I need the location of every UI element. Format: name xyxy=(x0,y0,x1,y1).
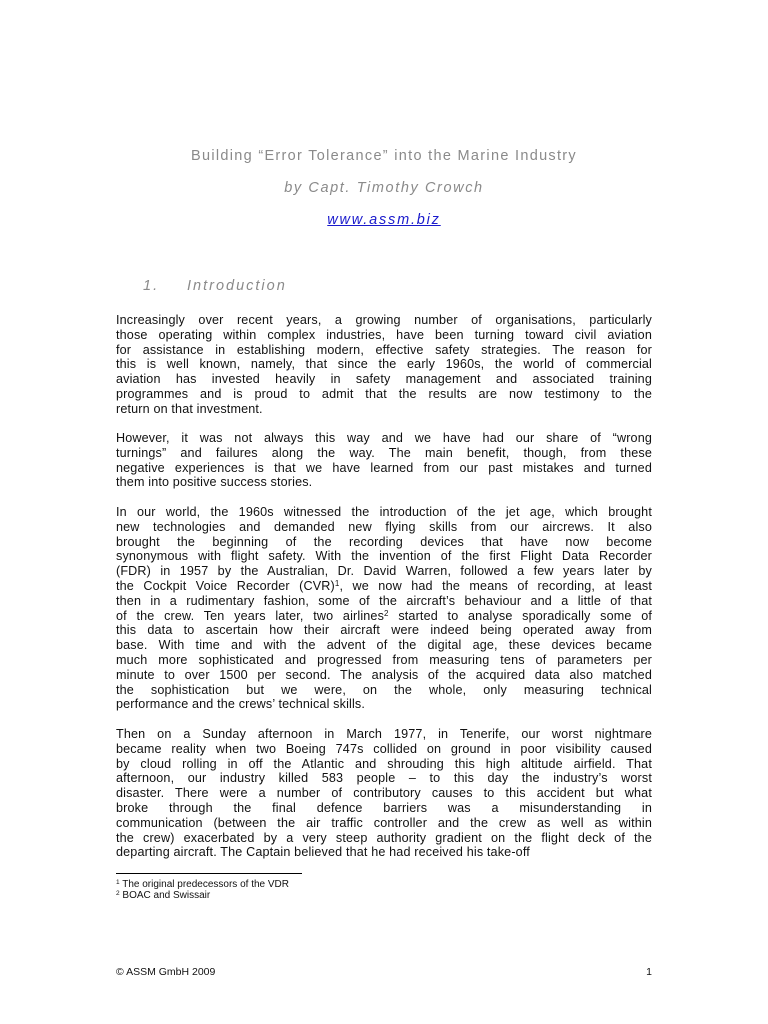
text-line: then in a rudimentary fashion, some of the aircraft’s behaviour and a little of that xyxy=(116,593,652,608)
website-link-container xyxy=(0,212,768,228)
paragraph xyxy=(116,727,652,860)
text-line: performance and the crews’ technical skills. xyxy=(116,697,366,712)
footnote-mark: 1 xyxy=(116,879,120,886)
text-line: turnings” and failures along the way. The main benefit, though, from these xyxy=(116,445,652,460)
paragraph xyxy=(116,313,652,417)
text-line: much more sophisticated and progressed from measuring tens of parameters per xyxy=(116,652,652,667)
website-link[interactable]: www.assm.biz xyxy=(327,212,441,228)
text-line: disaster. There were a number of contributory causes to this accident but what xyxy=(116,786,652,801)
footnote-text: BOAC and Swissair xyxy=(122,890,211,901)
footnote xyxy=(116,879,289,890)
footnote xyxy=(116,890,210,901)
text-line xyxy=(116,609,652,624)
text-line: afternoon, our industry killed 583 people – to this day the industry’s worst xyxy=(116,771,652,786)
text-line: aviation has invested heavily in safety management and associated training xyxy=(116,372,652,387)
text-line: negative experiences is that we have learned from our past mistakes and turned xyxy=(116,460,652,475)
text-line: return on that investment. xyxy=(116,401,263,416)
text-line xyxy=(116,579,652,594)
footer-copyright: © ASSM GmbH 2009 xyxy=(116,966,216,978)
text-line: departing aircraft. The Captain believed that he had received his take-off xyxy=(116,845,530,860)
text-line: new technologies and demanded new flying skills from our aircrews. It also xyxy=(116,519,652,534)
paragraph xyxy=(116,505,652,712)
text-segment: started to analyse sporadically some of xyxy=(388,608,653,623)
text-line: this data to ascertain how their aircraft were indeed being operated away from xyxy=(116,623,652,638)
section-heading: Introduction xyxy=(187,278,287,294)
text-line: base. With time and with the advent of the digital age, these devices became xyxy=(116,638,652,653)
text-line: Then on a Sunday afternoon in March 1977, in Tenerife, our worst nightmare xyxy=(116,727,652,741)
footnote-mark: 2 xyxy=(116,890,120,897)
page-number: 1 xyxy=(646,966,652,978)
text-line: this is well known, namely, that since the early 1960s, the world of commercial xyxy=(116,357,652,372)
text-line: programmes and is proud to admit that the results are now testimony to the xyxy=(116,386,652,401)
footnote-text: The original predecessors of the VDR xyxy=(122,879,289,890)
text-line: broke through the final defence barriers was a misunderstanding in xyxy=(116,800,652,815)
text-line: them into positive success stories. xyxy=(116,475,313,490)
document-title: Building “Error Tolerance” into the Marine Industry xyxy=(191,148,577,164)
text-line: minute to over 1500 per second. The analysis of the acquired data also matched xyxy=(116,667,652,682)
text-line: In our world, the 1960s witnessed the introduction of the jet age, which brought xyxy=(116,505,652,519)
document-author: by Capt. Timothy Crowch xyxy=(284,180,484,196)
text-line: Increasingly over recent years, a growing number of organisations, particularly xyxy=(116,313,652,327)
text-line: However, it was not always this way and we have had our share of “wrong xyxy=(116,431,652,445)
paragraph xyxy=(116,431,652,490)
text-line: those operating within complex industries, have been turning toward civil aviation xyxy=(116,327,652,342)
text-line: by cloud rolling in off the Atlantic and shrouding this high altitude airfield. That xyxy=(116,756,652,771)
text-segment: , we now had the means of recording, at least xyxy=(339,578,652,593)
text-line: brought the beginning of the recording devices that have now become xyxy=(116,534,652,549)
text-line: the sophistication but we were, on the whole, only measuring technical xyxy=(116,682,652,697)
footnote-reference: 2 xyxy=(384,608,389,618)
section-number: 1. xyxy=(143,278,160,294)
text-line: for assistance in establishing modern, effective safety strategies. The reason for xyxy=(116,342,652,357)
text-segment: the Cockpit Voice Recorder (CVR) xyxy=(116,578,335,593)
text-line: became reality when two Boeing 747s collided on ground in poor visibility caused xyxy=(116,741,652,756)
text-segment: of the crew. Ten years later, two airlines xyxy=(116,608,385,623)
text-line: the crew) exacerbated by a very steep authority gradient on the flight deck of the xyxy=(116,830,652,845)
footnote-reference: 1 xyxy=(334,578,340,588)
text-line: communication (between the air traffic controller and the crew as well as within xyxy=(116,815,652,830)
text-line: synonymous with flight safety. With the invention of the first Flight Data Recorder xyxy=(116,549,652,564)
text-line: (FDR) in 1957 by the Australian, Dr. David Warren, followed a few years later by xyxy=(116,564,652,579)
footnote-divider xyxy=(116,873,302,874)
